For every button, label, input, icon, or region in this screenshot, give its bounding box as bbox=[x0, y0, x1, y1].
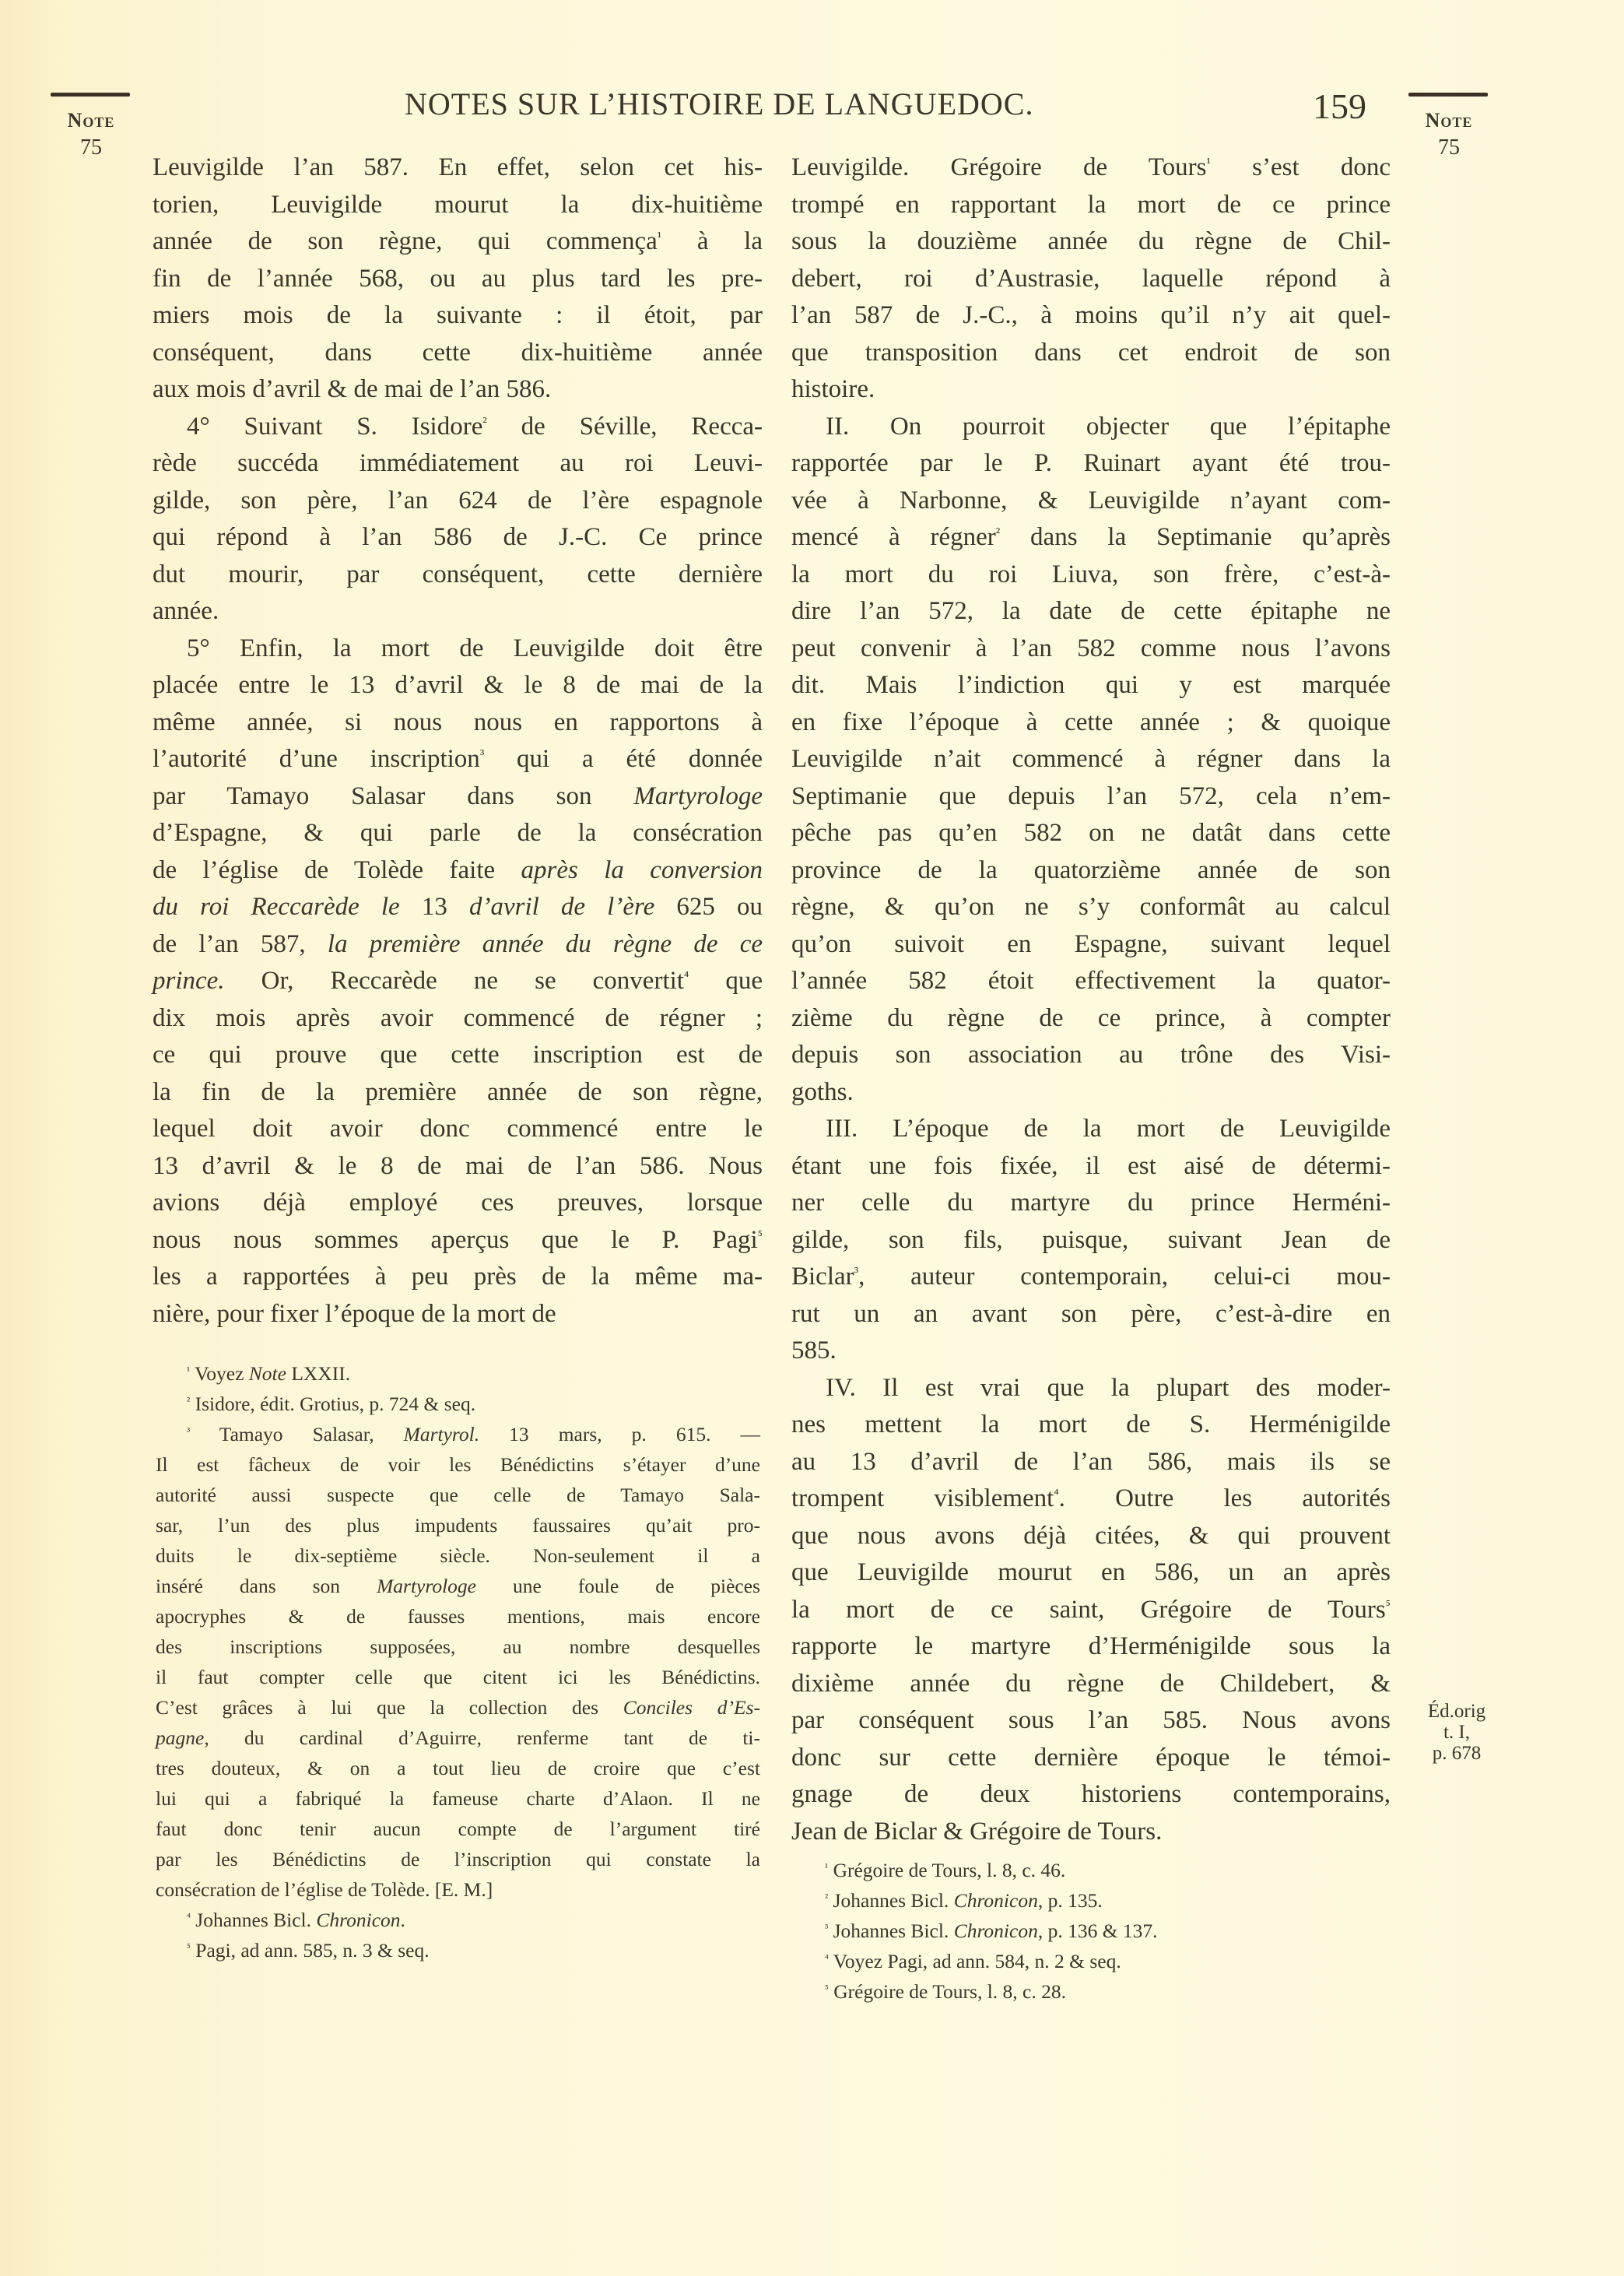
body-text-line: que Leuvigilde mourut en 586, un an après bbox=[791, 1558, 1391, 1586]
body-text-line: Leuvigilde. Grégoire de Tours$^{^1}$ s’est donc bbox=[791, 153, 1391, 181]
body-text-line: province de la quatorzième année de son bbox=[791, 855, 1391, 884]
footnote-line: Il est fâcheux de voir les Bénédictins s’étayer d’une bbox=[156, 1453, 760, 1476]
footnote-line: lui qui a fabriqué la fameuse charte d’Alaon. Il ne bbox=[156, 1787, 760, 1810]
footnote-line: duits le dix-septième siècle. Non-seulement il a bbox=[156, 1544, 760, 1567]
body-text-line: l’an 587 de J.-C., à moins qu’il n’y ait quel- bbox=[791, 301, 1391, 329]
left-note-marker bbox=[45, 109, 137, 160]
right-note-marker bbox=[1403, 109, 1495, 160]
body-text-line: qu’on suivoit en Espagne, suivant lequel bbox=[791, 929, 1391, 958]
body-text-line: fin de l’année 568, ou au plus tard les pre- bbox=[153, 264, 763, 293]
body-text-line: du roi Reccarède le 13 d’avril de l’ère 625 ou bbox=[153, 893, 763, 921]
body-text-line: rapportée par le P. Ruinart ayant été trou- bbox=[791, 449, 1391, 477]
body-text-line: année. bbox=[153, 597, 219, 625]
body-text-line: avions déjà employé ces preuves, lorsque bbox=[153, 1189, 763, 1217]
body-text-line: année de son règne, qui commença$^{^1}$ à la bbox=[153, 227, 763, 255]
body-text-line: Septimanie que depuis l’an 572, cela n’em- bbox=[791, 781, 1391, 810]
body-text-line: ce qui prouve que cette inscription est de bbox=[153, 1041, 763, 1069]
note-number: 75 bbox=[1438, 135, 1460, 160]
body-text-line: dit. Mais l’indiction qui y est marquée bbox=[791, 671, 1391, 699]
right-margin-rule bbox=[1408, 93, 1488, 97]
body-text-line: au 13 d’avril de l’an 586, mais ils se bbox=[791, 1447, 1391, 1476]
footnote-line: autorité aussi suspecte que celle de Tamayo Sala- bbox=[156, 1484, 760, 1506]
body-text-line: l’autorité d’une inscription$^{^3}$ qui a été donnée bbox=[153, 745, 763, 773]
footnote-line: $^{^2}$ Isidore, édit. Grotius, p. 724 & seq. bbox=[187, 1393, 476, 1415]
body-text-line: goths. bbox=[791, 1077, 854, 1106]
body-text-line: 13 d’avril & le 8 de mai de l’an 586. Nous bbox=[153, 1151, 763, 1180]
body-text-line: rut un an avant son père, c’est-à-dire en bbox=[791, 1299, 1391, 1328]
body-text-line: sous la douzième année du règne de Chil- bbox=[791, 227, 1391, 255]
body-text-line: trompent visiblement$^{^4}$. Outre les autorités bbox=[791, 1484, 1391, 1512]
body-text-line: 4° Suivant S. Isidore$^{^2}$ de Séville, Recca- bbox=[187, 412, 763, 441]
body-text-line: vée à Narbonne, & Leuvigilde n’ayant com- bbox=[791, 486, 1391, 515]
body-text-line: torien, Leuvigilde mourut la dix-huitième bbox=[153, 190, 763, 219]
body-text-line: nes mettent la mort de S. Herménigilde bbox=[791, 1410, 1391, 1438]
footnote-line: pagne, du cardinal d’Aguirre, renferme tant de ti- bbox=[156, 1726, 760, 1749]
body-text-line: gilde, son père, l’an 624 de l’ère espagnole bbox=[153, 486, 763, 515]
body-text-line: III. L’époque de la mort de Leuvigilde bbox=[826, 1115, 1391, 1143]
footnote-line: consécration de l’église de Tolède. [E. M.] bbox=[156, 1878, 493, 1901]
body-text-line: gilde, son fils, puisque, suivant Jean de bbox=[791, 1225, 1391, 1254]
footnote-line: $^{^3}$ Johannes Bicl. Chronicon, p. 136 & 137. bbox=[825, 1919, 1158, 1942]
footnote-line: $^{^4}$ Voyez Pagi, ad ann. 584, n. 2 & seq. bbox=[825, 1950, 1121, 1972]
body-text-line: 585. bbox=[791, 1336, 837, 1365]
footnote-line: $^{^5}$ Grégoire de Tours, l. 8, c. 28. bbox=[825, 1980, 1066, 2003]
footnote-line: il faut compter celle que citent ici les Bénédictins. bbox=[156, 1666, 760, 1688]
body-text-line: la fin de la première année de son règne, bbox=[153, 1077, 763, 1106]
body-text-line: rapporte le martyre d’Herménigilde sous la bbox=[791, 1632, 1391, 1660]
page-number: 159 bbox=[1313, 86, 1366, 126]
footnote-line: par les Bénédictins de l’inscription qui constate la bbox=[156, 1848, 760, 1870]
body-text-line: qui répond à l’an 586 de J.-C. Ce prince bbox=[153, 523, 763, 551]
footnote-line: inséré dans son Martyrologe une foule de pièces bbox=[156, 1575, 760, 1597]
footnote-line: $^{^3}$ Tamayo Salasar, Martyrol. 13 mars, p. 615. — bbox=[187, 1423, 760, 1445]
body-text-line: dut mourir, par conséquent, cette dernière bbox=[153, 560, 763, 588]
right-footnotes bbox=[794, 1855, 1338, 2007]
footnote-line: $^{^1}$ Voyez Note LXXII. bbox=[187, 1362, 351, 1385]
body-text-line: la mort du roi Liuva, son frère, c’est-à- bbox=[791, 560, 1391, 588]
body-text-line: debert, roi d’Austrasie, laquelle répond à bbox=[791, 264, 1391, 293]
edition-ref-line: Éd.orig bbox=[1427, 1701, 1486, 1722]
body-text-line: aux mois d’avril & de mai de l’an 586. bbox=[153, 375, 552, 403]
body-text-line: peut convenir à l’an 582 comme nous l’avons bbox=[791, 634, 1391, 662]
body-text-line: gnage de deux historiens contemporains, bbox=[791, 1780, 1391, 1808]
body-text-line: 5° Enfin, la mort de Leuvigilde doit être bbox=[187, 634, 763, 662]
footnote-line: faut donc tenir aucun compte de l’argument tiré bbox=[156, 1818, 760, 1840]
note-label: Note bbox=[67, 109, 115, 132]
body-text-line: que nous avons déjà citées, & qui prouvent bbox=[791, 1521, 1391, 1550]
body-text-line: ner celle du martyre du prince Herméni- bbox=[791, 1189, 1391, 1217]
footnote-line: $^{^1}$ Grégoire de Tours, l. 8, c. 46. bbox=[825, 1859, 1066, 1881]
running-header: NOTES SUR L’HISTOIRE DE LANGUEDOC. bbox=[405, 86, 1034, 121]
left-margin-rule bbox=[51, 93, 130, 97]
body-text-line: placée entre le 13 d’avril & le 8 de mai de la bbox=[153, 671, 763, 699]
body-text-line: règne, & qu’on ne s’y conformât au calcul bbox=[791, 893, 1391, 921]
body-text-line: de l’église de Tolède faite après la conversion bbox=[153, 855, 763, 884]
edition-reference bbox=[1410, 1701, 1503, 1764]
body-text-line: miers mois de la suivante : il étoit, par bbox=[153, 301, 763, 329]
left-column-body bbox=[153, 149, 763, 1333]
body-text-line: Biclar$^{^3}$, auteur contemporain, celui-ci mou- bbox=[791, 1263, 1391, 1291]
body-text-line: par conséquent sous l’an 585. Nous avons bbox=[791, 1706, 1391, 1734]
left-footnotes bbox=[156, 1358, 760, 1965]
footnote-line: tres douteux, & on a tout lieu de croire que c’est bbox=[156, 1757, 760, 1779]
body-text-line: conséquent, dans cette dix-huitième année bbox=[153, 338, 763, 367]
body-text-line: zième du règne de ce prince, à compter bbox=[791, 1003, 1391, 1032]
body-text-line: depuis son association au trône des Visi- bbox=[791, 1041, 1391, 1069]
footnote-line: C’est grâces à lui que la collection des Conciles d’Es- bbox=[156, 1696, 760, 1719]
body-text-line: la mort de ce saint, Grégoire de Tours$^{^5}$ bbox=[791, 1595, 1391, 1624]
footnote-line: $^{^4}$ Johannes Bicl. Chronicon. bbox=[187, 1909, 405, 1931]
body-text-line: les a rapportées à peu près de la même ma- bbox=[153, 1263, 763, 1291]
body-text-line: par Tamayo Salasar dans son Martyrologe bbox=[153, 781, 763, 810]
body-text-line: rède succéda immédiatement au roi Leuvi- bbox=[153, 449, 763, 477]
body-text-line: que transposition dans cet endroit de son bbox=[791, 338, 1391, 367]
body-text-line: II. On pourroit objecter que l’épitaphe bbox=[826, 412, 1391, 441]
body-text-line: Jean de Biclar & Grégoire de Tours. bbox=[791, 1817, 1163, 1846]
body-text-line: lequel doit avoir donc commencé entre le bbox=[153, 1115, 763, 1143]
body-text-line: dixième année du règne de Childebert, & bbox=[791, 1669, 1391, 1698]
body-text-line: l’année 582 étoit effectivement la quator- bbox=[791, 967, 1391, 995]
body-text-line: même année, si nous nous en rapportons à bbox=[153, 708, 763, 736]
footnote-line: $^{^2}$ Johannes Bicl. Chronicon, p. 135. bbox=[825, 1889, 1103, 1912]
body-text-line: Leuvigilde l’an 587. En effet, selon cet his- bbox=[153, 153, 763, 181]
edition-ref-line: t. I, bbox=[1443, 1722, 1471, 1743]
body-text-line: histoire. bbox=[791, 375, 875, 403]
body-text-line: étant une fois fixée, il est aisé de détermi- bbox=[791, 1151, 1391, 1180]
body-text-line: en fixe l’époque à cette année ; & quoique bbox=[791, 708, 1391, 736]
body-text-line: de l’an 587, la première année du règne de ce bbox=[153, 929, 763, 958]
body-text-line: dix mois après avoir commencé de régner ; bbox=[153, 1003, 763, 1032]
footnote-line: apocryphes & de fausses mentions, mais encore bbox=[156, 1605, 760, 1628]
right-column-body bbox=[791, 149, 1391, 1850]
body-text-line: mencé à régner$^{^2}$ dans la Septimanie qu’après bbox=[791, 523, 1391, 551]
body-text-line: trompé en rapportant la mort de ce prince bbox=[791, 190, 1391, 219]
body-text-line: dire l’an 572, la date de cette épitaphe ne bbox=[791, 597, 1391, 625]
footnote-line: sar, l’un des plus impudents faussaires qu’ait pro- bbox=[156, 1514, 760, 1537]
body-text-line: prince. Or, Reccarède ne se convertit$^{^4}$ que bbox=[153, 967, 763, 995]
footnote-line: $^{^5}$ Pagi, ad ann. 585, n. 3 & seq. bbox=[187, 1939, 430, 1962]
edition-ref-line: p. 678 bbox=[1432, 1743, 1482, 1764]
body-text-line: d’Espagne, & qui parle de la consécration bbox=[153, 819, 763, 847]
body-text-line: nous nous sommes aperçus que le P. Pagi$^{^5}$ bbox=[153, 1225, 763, 1254]
body-text-line: pêche pas qu’en 582 on ne datât dans cette bbox=[791, 819, 1391, 847]
footnote-line: des inscriptions supposées, au nombre desquelles bbox=[156, 1635, 760, 1658]
note-number: 75 bbox=[80, 135, 102, 160]
note-label: Note bbox=[1425, 109, 1473, 132]
body-text-line: donc sur cette dernière époque le témoi- bbox=[791, 1743, 1391, 1772]
body-text-line: Leuvigilde n’ait commencé à régner dans la bbox=[791, 745, 1391, 773]
body-text-line: nière, pour fixer l’époque de la mort de bbox=[153, 1299, 556, 1328]
body-text-line: IV. Il est vrai que la plupart des moder- bbox=[826, 1373, 1391, 1402]
